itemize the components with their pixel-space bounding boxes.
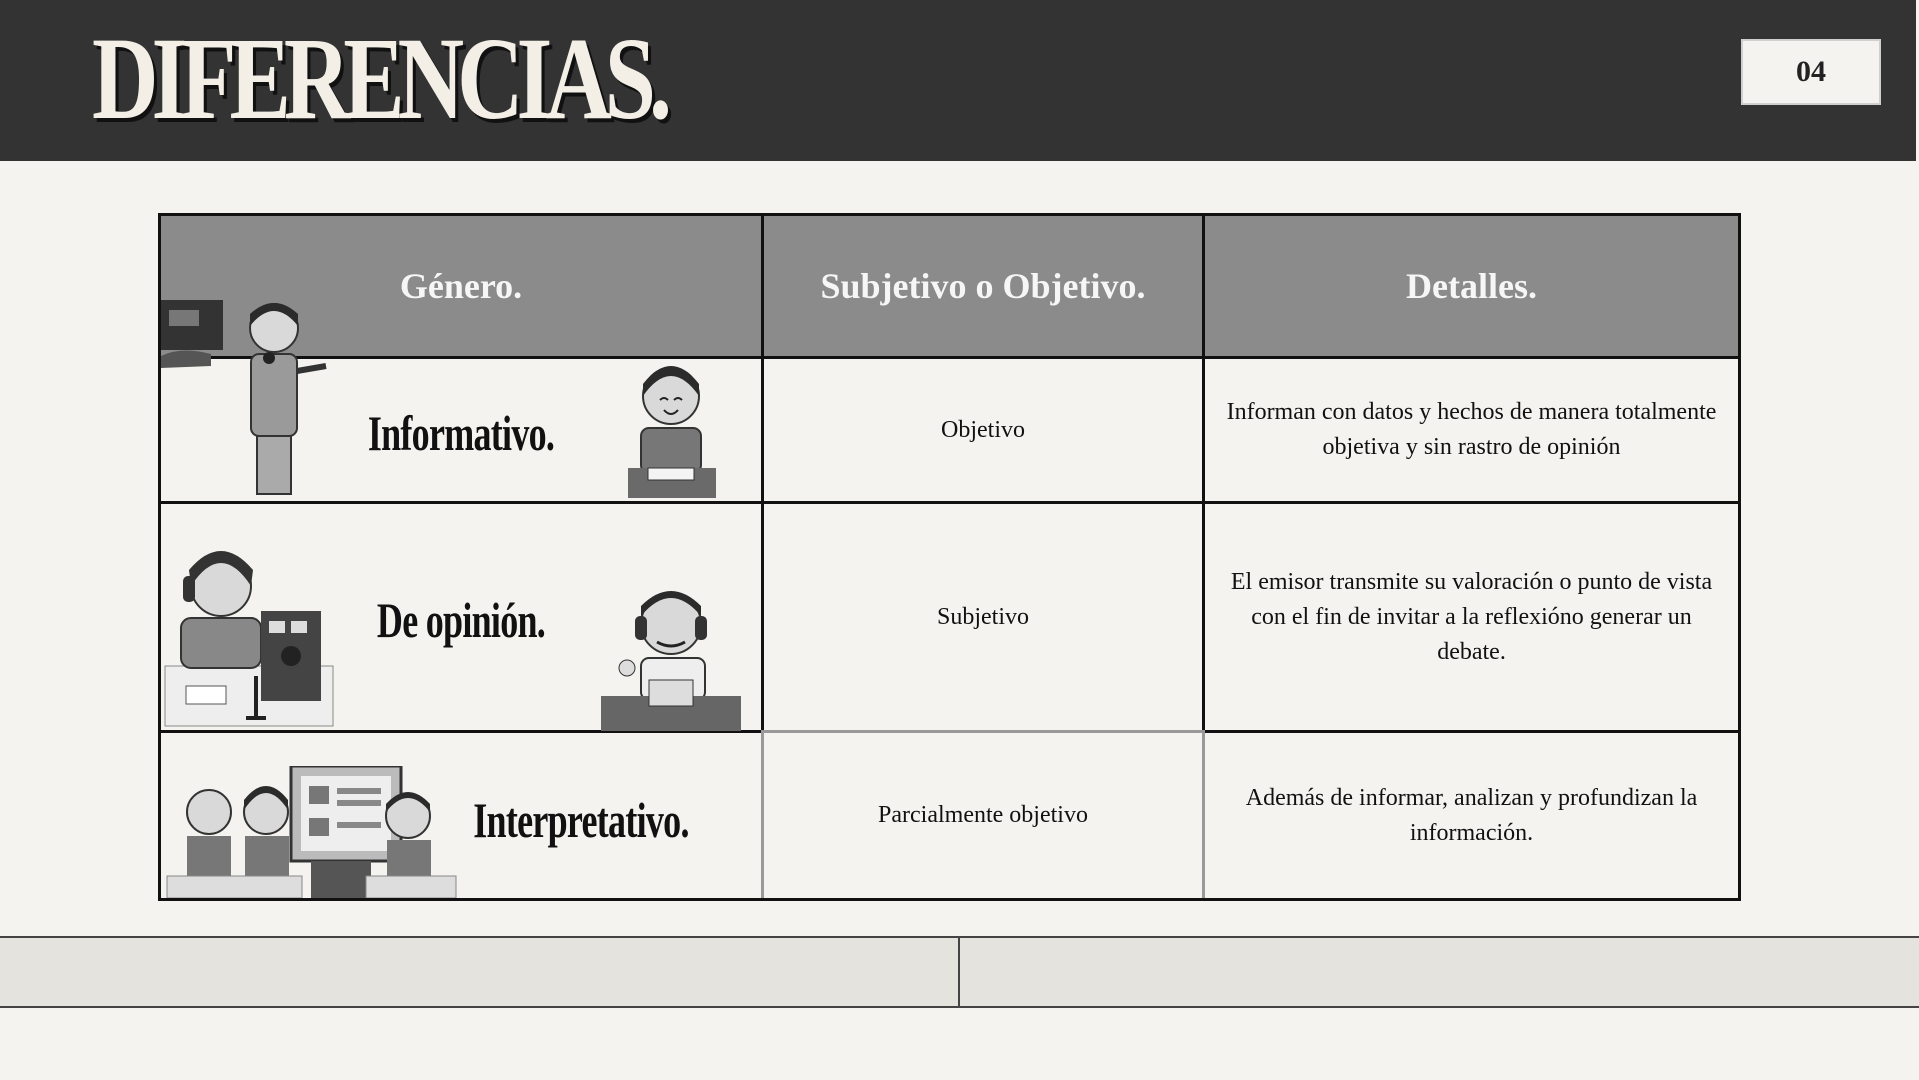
- type-interpretativo: Parcialmente objetivo: [878, 802, 1088, 828]
- page-number: 04: [1741, 39, 1881, 105]
- differences-table: [158, 213, 1741, 901]
- details-informativo: Informan con datos y hechos de manera totalmente objetiva y sin rastro de opinión: [1226, 399, 1717, 460]
- details-opinion: El emisor transmite su valoración o punto de vista con el fin de invitar a la reflexióno generar un debate.: [1230, 568, 1713, 665]
- details-interpretativo: Además de informar, analizan y profundizan la información.: [1245, 784, 1698, 846]
- footer-divider: [958, 936, 960, 1008]
- reporter-camera-illustration: [161, 296, 341, 501]
- page-title: DIFERENCIAS.: [92, 13, 665, 144]
- column-header-tipo: Subjetivo o Objetivo.: [764, 216, 1202, 356]
- genre-informativo: Informativo.: [367, 405, 555, 461]
- tv-panel-illustration: [161, 766, 461, 898]
- type-opinion: Subjetivo: [936, 603, 1029, 630]
- column-header-detalles: Detalles.: [1205, 216, 1738, 356]
- genre-opinion: De opinión.: [376, 592, 546, 648]
- type-informativo: Objetivo: [941, 416, 1025, 443]
- commentator-headset-illustration: [601, 576, 741, 731]
- genre-interpretativo: Interpretativo.: [473, 792, 689, 848]
- radio-host-illustration: [161, 516, 341, 728]
- header-bar: [0, 0, 1916, 161]
- news-anchor-woman-illustration: [616, 356, 726, 501]
- column-header-genero: Género.: [161, 216, 761, 356]
